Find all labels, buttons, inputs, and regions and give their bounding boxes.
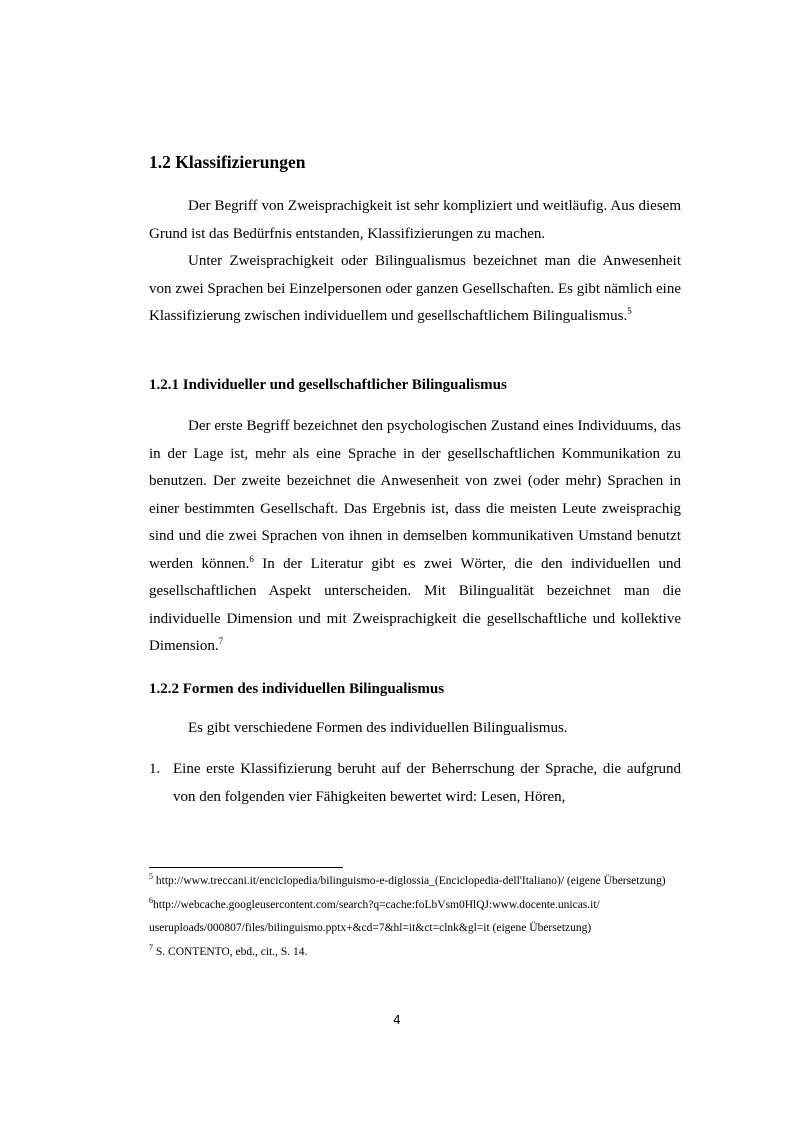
list-item-text: Eine erste Klassifizierung beruht auf der Beherrschung der Sprache, die aufgrund von den folgenden vier Fähigkeiten bewertet wird: Lesen, Hören, [173,761,681,805]
subsection-heading-1-2-1: 1.2.1 Individueller und gesellschaftlicher Bilingualismus [149,377,507,393]
footnote-7 [149,941,681,965]
footnote-text: http://webcache.googleusercontent.com/search?q=cache:foLbVsm0HlQJ:www.docente.unicas.it/ useruploads/000807/files/bilinguismo.pptx+&cd=7&hl=it&ct=clnk&gl=it (eigene Übersetzung) [149,898,600,934]
footnote-separator [149,867,343,868]
footnotes [149,870,681,964]
subsection-1-text-b: In der Literatur gibt es zwei Wörter, die den individuellen und gesellschaftlichen Aspekt unterscheiden. Mit Bilingualität bezeichnet man die individuelle Dimension und mit Zweisprachigkeit die gesellschaftliche und kollektive Dimension. [149,555,681,654]
intro-paragraph-2-text: Unter Zweisprachigkeit oder Bilingualismus bezeichnet man die Anwesenheit von zwei Sprachen bei Einzelpersonen oder ganzen Gesellschaften. Es gibt nämlich eine Klassifizierung zwischen individuellem und gesellschaftlichem Bilingualismus. [149,253,681,324]
section-heading: 1.2 Klassifizierungen [149,152,306,172]
intro-paragraph-1: Der Begriff von Zweisprachigkeit ist sehr kompliziert und weitläufig. Aus diesem Grund ist das Bedürfnis entstanden, Klassifizierungen zu machen. [149,198,681,242]
subsection-2-intro: Es gibt verschiedene Formen des individuellen Bilingualismus. [188,720,568,736]
footnote-mark: 5 [149,872,153,881]
footnote-ref-5[interactable]: 5 [627,306,632,316]
intro-paragraph-2 [149,248,681,331]
footnote-mark: 6 [149,895,153,905]
footnote-mark: 7 [149,942,153,952]
footnote-text: http://www.treccani.it/enciclopedia/bilinguismo-e-diglossia_(Enciclopedia-dell'Italiano)/ (eigene Übersetzung) [153,875,666,887]
footnote-5 [149,870,681,894]
page-number: 4 [393,1013,401,1027]
footnote-ref-7[interactable]: 7 [218,636,224,646]
footnote-ref-6[interactable]: 6 [249,553,254,564]
subsection-heading-1-2-2: 1.2.2 Formen des individuellen Bilingualismus [149,681,445,697]
footnote-6 [149,894,681,941]
list-item-number: 1. [149,761,161,777]
list-item [149,756,681,811]
subsection-1-text-a: Der erste Begriff bezeichnet den psychologischen Zustand eines Individuums, das in der Lage ist, mehr als eine Sprache in der gesellschaftlichen Kommunikation zu benutzen. Der zweite bezeichnet die Anwesenheit von zwei (oder mehr) Sprachen in einer bestimmten Gesellschaft. Das Ergebnis ist, dass die meisten Leute zweisprachig sind und die zwei Sprachen von ihnen in demselben kommunikativen Umstand benutzt werden können. [149,418,681,572]
footnote-text: S. CONTENTO, ebd., cit., S. 14. [153,945,308,958]
forms-list [149,756,681,811]
subsection-1-paragraph [149,413,681,661]
